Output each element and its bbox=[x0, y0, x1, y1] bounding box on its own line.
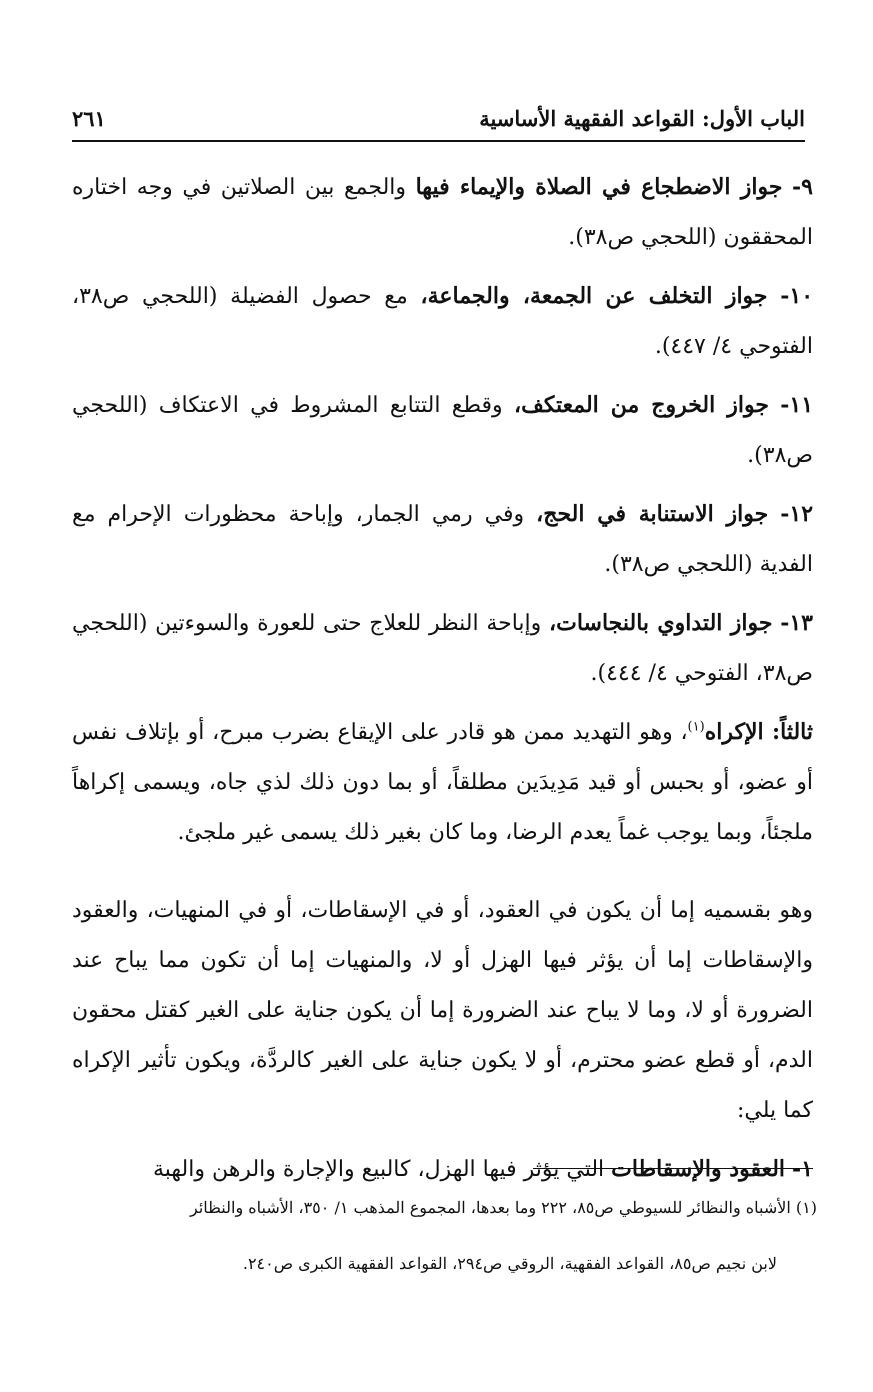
list-item bbox=[72, 271, 813, 372]
item-text: وقطع التتابع المشروط في الاعتكاف (اللحجي ص٣٨). bbox=[72, 393, 813, 468]
item-number: ١٢- bbox=[780, 501, 814, 527]
section-third-text: ، وهو التهديد ممن هو قادر على الإيقاع بضرب مبرح، أو بإتلاف نفس أو عضو، أو بحبس أو قيد مَدِيدَين مطلقاً، أو بما دون ذلك لذي جاه، ويسمى إكراهاً ملجئاً، وبما يوجب غماً يعدم الرضا، وما كان بغير ذلك يسمى غير ملجئ. bbox=[72, 720, 813, 845]
item-number: ٩- bbox=[792, 174, 813, 200]
item-text: التي يؤثر فيها الهزل، كالبيع والإجارة والرهن والهبة bbox=[152, 1157, 612, 1182]
footnote-line: لابن نجيم ص٨٥، القواعد الفقهية، الروقي ص٢٩٤، القواعد الفقهية الكبرى ص٢٤٠. bbox=[242, 1254, 777, 1273]
item-number: ١١- bbox=[780, 392, 814, 418]
running-title: الباب الأول: القواعد الفقهية الأساسية bbox=[479, 106, 805, 131]
footnotes bbox=[72, 1180, 817, 1292]
header-rule bbox=[72, 140, 805, 142]
footnote-ref[interactable]: (١) bbox=[687, 719, 705, 735]
item-heading: جواز الاستنابة في الحج، bbox=[536, 501, 769, 527]
page-header bbox=[72, 100, 805, 140]
item-text: وفي رمي الجمار، وإباحة محظورات الإحرام مع الفدية (اللحجي ص٣٨). bbox=[72, 502, 813, 577]
item-number: ١- bbox=[792, 1156, 813, 1182]
item-text: مع حصول الفضيلة (اللحجي ص٣٨، الفتوحي ٤/ ٤٤٧). bbox=[72, 284, 813, 359]
item-heading: جواز التخلف عن الجمعة، والجماعة، bbox=[420, 283, 768, 309]
item-heading: جواز التداوي بالنجاسات، bbox=[549, 610, 773, 636]
list-item bbox=[72, 162, 813, 263]
footnote-line: (١) الأشباه والنظائر للسيوطي ص٨٥، ٢٢٢ وما بعدها، المجموع المذهب ١/ ٣٥٠، الأشباه والنظائر bbox=[190, 1198, 817, 1217]
division-paragraph: وهو بقسميه إما أن يكون في العقود، أو في الإسقاطات، أو في المنهيات، والعقود والإسقاطات إما أن يؤثر فيها الهزل أو لا، والمنهيات إما أن تكون مما يباح عند الضرورة أو لا، وما لا يباح عند الضرورة إما أن يكون جناية على الغير كقتل محقون الدم، أو قطع عضو محترم، أو لا يكون جناية على الغير كالردَّة، ويكون تأثير الإكراه كما يلي: bbox=[72, 898, 813, 1123]
item-heading: جواز الخروج من المعتكف، bbox=[513, 392, 769, 418]
item-number: ١٠- bbox=[780, 283, 814, 309]
item-text: وإباحة النظر للعلاج حتى للعورة والسوءتين (اللحجي ص٣٨، الفتوحي ٤/ ٤٤٤). bbox=[72, 611, 813, 686]
item-heading: جواز الاضطجاع في الصلاة والإيماء فيها bbox=[415, 174, 783, 200]
list-item bbox=[72, 489, 813, 590]
page-body bbox=[72, 162, 813, 1203]
item-text: والجمع بين الصلاتين في وجه اختاره المحققون (اللحجي ص٣٨). bbox=[72, 175, 813, 250]
list-item bbox=[72, 380, 813, 481]
section-third-paragraph bbox=[72, 707, 813, 858]
item-heading: العقود والإسقاطات bbox=[611, 1156, 786, 1182]
list-item bbox=[72, 598, 813, 699]
page-number: ٢٦١ bbox=[72, 106, 106, 131]
item-number: ١٣- bbox=[780, 610, 813, 636]
footnote-rule bbox=[533, 1168, 813, 1169]
section-third-label: ثالثاً: الإكراه bbox=[704, 719, 813, 745]
